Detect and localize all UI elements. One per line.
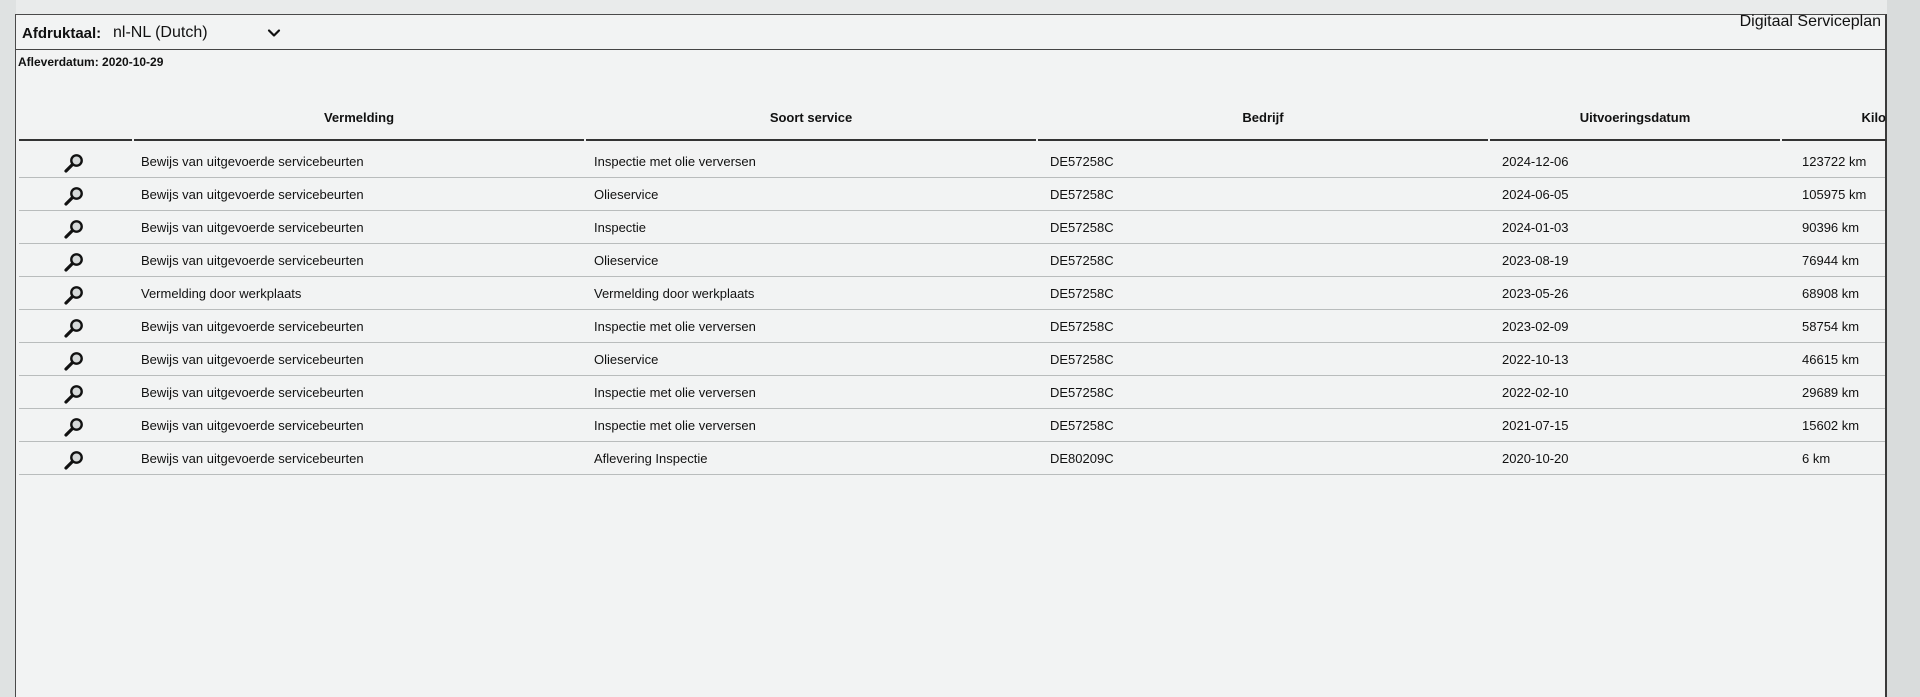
cell-entry: Bewijs van uitgevoerde servicebeurten	[141, 385, 364, 400]
cell-company: DE57258C	[1050, 319, 1114, 334]
cell-service: Olieservice	[594, 352, 659, 367]
delivery-date: Afleverdatum: 2020-10-29	[18, 55, 164, 69]
cell-company: DE57258C	[1050, 352, 1114, 367]
cell-company: DE57258C	[1050, 154, 1114, 169]
cell-entry: Bewijs van uitgevoerde servicebeurten	[141, 253, 364, 268]
cell-date: 2022-02-10	[1502, 385, 1569, 400]
magnifier-icon[interactable]	[62, 184, 86, 208]
chevron-down-icon	[267, 26, 281, 40]
column-underline	[19, 139, 132, 141]
table-row	[19, 243, 1885, 277]
service-plan-panel	[15, 14, 1887, 697]
cell-date: 2024-01-03	[1502, 220, 1569, 235]
column-underline	[1782, 139, 1886, 141]
column-header-label: Vermelding	[323, 109, 395, 125]
cell-entry: Bewijs van uitgevoerde servicebeurten	[141, 154, 364, 169]
magnifier-icon[interactable]	[62, 382, 86, 406]
cell-date: 2020-10-20	[1502, 451, 1569, 466]
column-underline	[134, 139, 584, 141]
column-header-label: Soort service	[769, 109, 853, 125]
magnifier-icon[interactable]	[62, 415, 86, 439]
cell-service: Olieservice	[594, 253, 659, 268]
cell-date: 2023-05-26	[1502, 286, 1569, 301]
cell-date: 2023-02-09	[1502, 319, 1569, 334]
cell-company: DE57258C	[1050, 187, 1114, 202]
cell-entry: Bewijs van uitgevoerde servicebeurten	[141, 319, 364, 334]
magnifier-icon[interactable]	[62, 349, 86, 373]
cell-date: 2024-06-05	[1502, 187, 1569, 202]
cell-service: Inspectie met olie verversen	[594, 418, 756, 433]
cell-company: DE57258C	[1050, 385, 1114, 400]
column-header-action	[19, 93, 132, 141]
table-row	[19, 342, 1885, 376]
cell-date: 2022-10-13	[1502, 352, 1569, 367]
column-header-label: Bedrijf	[1242, 109, 1284, 125]
column-header-label: Uitvoeringsdatum	[1579, 109, 1691, 125]
magnifier-icon[interactable]	[62, 250, 86, 274]
cell-service: Inspectie met olie verversen	[594, 385, 756, 400]
table-row	[19, 375, 1885, 409]
cell-entry: Bewijs van uitgevoerde servicebeurten	[141, 220, 364, 235]
cell-date: 2024-12-06	[1502, 154, 1569, 169]
cell-service: Inspectie	[594, 220, 647, 235]
cell-service: Aflevering Inspectie	[594, 451, 708, 466]
cell-km: 76944 km	[1802, 253, 1860, 268]
language-label: Afdruktaal:	[22, 25, 102, 42]
table-row	[19, 408, 1885, 442]
column-header-km	[1782, 93, 1886, 141]
column-header-service	[586, 93, 1036, 141]
column-underline	[1490, 139, 1780, 141]
magnifier-icon[interactable]	[62, 316, 86, 340]
cell-company: DE57258C	[1050, 253, 1114, 268]
table-row	[19, 210, 1885, 244]
cell-km: 46615 km	[1802, 352, 1860, 367]
cell-date: 2023-08-19	[1502, 253, 1569, 268]
cell-entry: Bewijs van uitgevoerde servicebeurten	[141, 352, 364, 367]
cell-km: 90396 km	[1802, 220, 1860, 235]
app-title: Digitaal Serviceplan	[1739, 13, 1881, 30]
cell-km: 105975 km	[1802, 187, 1867, 202]
column-header-entry	[134, 93, 584, 141]
table-row	[19, 177, 1885, 211]
table-row	[19, 441, 1885, 475]
cell-entry: Bewijs van uitgevoerde servicebeurten	[141, 187, 364, 202]
cell-service: Inspectie met olie verversen	[594, 319, 756, 334]
table-row	[19, 309, 1885, 343]
cell-entry: Vermelding door werkplaats	[141, 286, 302, 301]
cell-company: DE57258C	[1050, 418, 1114, 433]
cell-company: DE80209C	[1050, 451, 1114, 466]
cell-company: DE57258C	[1050, 286, 1114, 301]
magnifier-icon[interactable]	[62, 151, 86, 175]
column-header-label: Kilo	[1861, 109, 1886, 125]
page-edge	[0, 0, 16, 697]
cell-company: DE57258C	[1050, 220, 1114, 235]
cell-date: 2021-07-15	[1502, 418, 1569, 433]
magnifier-icon[interactable]	[62, 283, 86, 307]
magnifier-icon[interactable]	[62, 217, 86, 241]
cell-km: 29689 km	[1802, 385, 1860, 400]
cell-km: 123722 km	[1802, 154, 1867, 169]
column-header-date	[1490, 93, 1780, 141]
magnifier-icon[interactable]	[62, 448, 86, 472]
cell-service: Vermelding door werkplaats	[594, 286, 755, 301]
cell-service: Inspectie met olie verversen	[594, 154, 756, 169]
cell-entry: Bewijs van uitgevoerde servicebeurten	[141, 418, 364, 433]
cell-km: 6 km	[1802, 451, 1831, 466]
column-underline	[586, 139, 1036, 141]
cell-entry: Bewijs van uitgevoerde servicebeurten	[141, 451, 364, 466]
page-edge-right	[1887, 0, 1920, 697]
table-row	[19, 144, 1885, 178]
table-row	[19, 276, 1885, 310]
language-select[interactable]	[113, 22, 283, 44]
language-value: nl-NL (Dutch)	[113, 24, 208, 41]
column-header-company	[1038, 93, 1488, 141]
cell-service: Olieservice	[594, 187, 659, 202]
column-underline	[1038, 139, 1488, 141]
toolbar	[16, 15, 1885, 50]
cell-km: 58754 km	[1802, 319, 1860, 334]
cell-km: 15602 km	[1802, 418, 1860, 433]
cell-km: 68908 km	[1802, 286, 1860, 301]
